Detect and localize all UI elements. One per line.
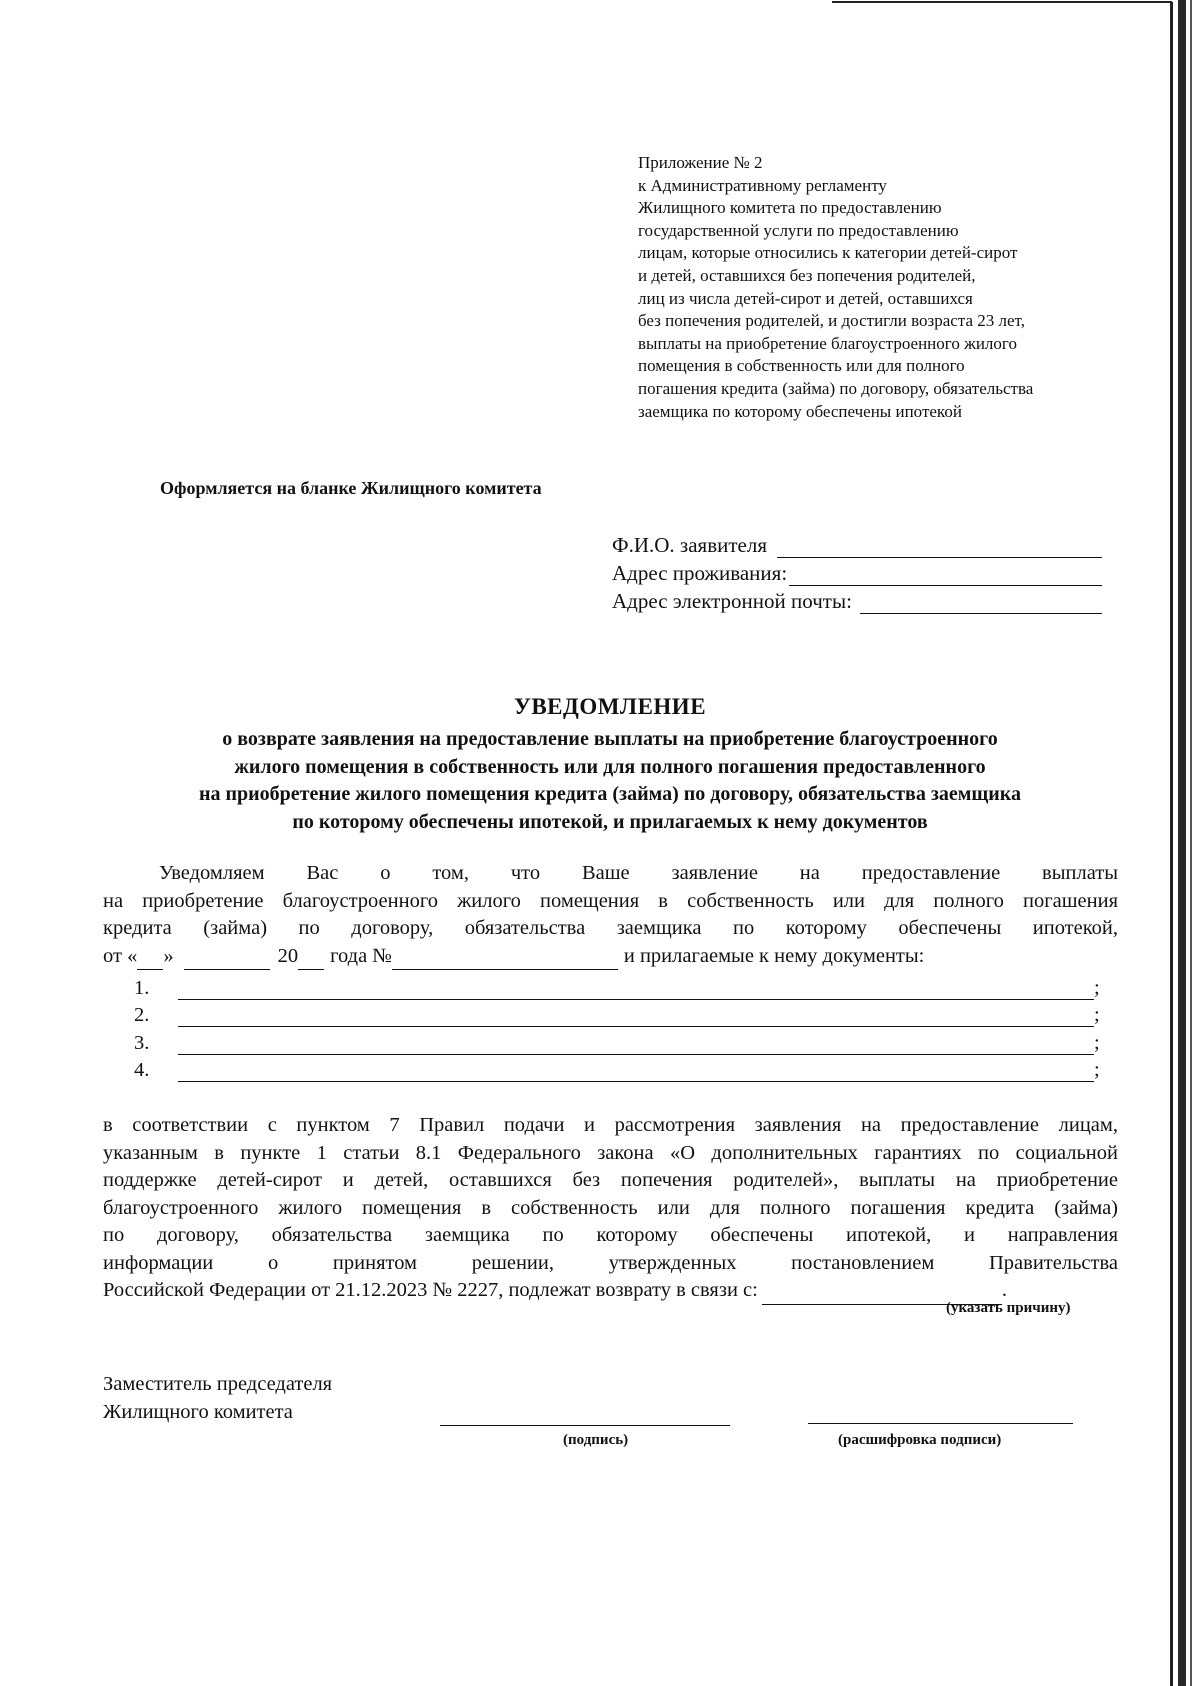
annex-line: помещения в собственность или для полного — [638, 356, 965, 376]
signatory-line: Заместитель председателя — [103, 1373, 333, 1395]
list-item — [134, 972, 1104, 1000]
date-prefix: от « — [103, 944, 138, 967]
application-number-field[interactable] — [392, 951, 618, 970]
application-date-line — [103, 943, 1118, 971]
paragraph-end: . — [1001, 1279, 1007, 1301]
annex-line: Жилищного комитета по предоставлению — [638, 198, 942, 218]
document-field[interactable] — [178, 980, 1094, 1000]
annex-line: без попечения родителей, и достигли возраста 23 лет, — [638, 311, 1025, 331]
document-field[interactable] — [178, 1062, 1094, 1082]
signature-decode-field[interactable] — [808, 1423, 1073, 1424]
paragraph-line: по договору, обязательства заемщика по которому обеспечены ипотекой, и направления — [103, 1224, 1118, 1246]
applicant-address-row — [612, 558, 1102, 586]
paragraph-line: Российской Федерации от 21.12.2023 № 2227, подлежат возврату в связи с: — [103, 1279, 758, 1301]
year-field[interactable] — [298, 951, 324, 970]
list-item — [134, 1027, 1104, 1055]
signatory-title — [103, 1370, 332, 1426]
signature-decode-caption: (расшифровка подписи) — [838, 1432, 1002, 1448]
documents-list — [134, 972, 1104, 1082]
annex-line: к Административному регламенту — [638, 175, 887, 195]
number-label: года № — [330, 944, 392, 967]
applicant-fio-row — [612, 530, 1102, 558]
applicant-email-field[interactable] — [860, 593, 1102, 614]
list-item — [134, 1000, 1104, 1028]
year-prefix: 20 — [277, 944, 299, 967]
date-quote-close: » — [163, 944, 174, 967]
annex-header — [638, 152, 1158, 423]
list-item-number: 1. — [134, 976, 150, 999]
scan-edge-right-outer — [1190, 0, 1192, 1686]
scan-edge-right-shadow — [1178, 0, 1186, 1686]
signature-caption: (подпись) — [563, 1432, 629, 1448]
applicant-fio-field[interactable] — [777, 537, 1102, 558]
paragraph-line: указанным в пункте 1 статьи 8.1 Федерального закона «О дополнительных гарантиях по социальной — [103, 1141, 1118, 1164]
signature-field[interactable] — [440, 1425, 730, 1426]
applicant-block — [612, 530, 1102, 614]
subtitle-line: по которому обеспечены ипотекой, и прилагаемых к нему документов — [292, 810, 928, 833]
paragraph-line: в соответствии с пунктом 7 Правил подачи и рассмотрения заявления на предоставление лицам, — [103, 1114, 1118, 1136]
month-field[interactable] — [184, 951, 270, 970]
subtitle-line: на приобретение жилого помещения кредита (займа) по договору, обязательства заемщика — [198, 783, 1021, 805]
applicant-address-label: Адрес проживания: — [612, 561, 788, 585]
list-item — [134, 1055, 1104, 1083]
blank-note: Оформляется на бланке Жилищного комитета — [160, 478, 542, 498]
applicant-fio-label: Ф.И.О. заявителя — [612, 533, 767, 557]
annex-line: заемщика по которому обеспечены ипотекой — [638, 401, 962, 421]
document-subtitle — [100, 726, 1120, 836]
list-item-end: ; — [1094, 1059, 1100, 1081]
subtitle-line: жилого помещения в собственность или для полного погашения предоставленного — [234, 755, 986, 778]
annex-line: государственной услуги по предоставлению — [638, 220, 959, 240]
paragraph-line: поддержке детей-сирот и детей, оставшихся без попечения родителей», выплаты на приобретение — [103, 1169, 1118, 1191]
legal-basis-paragraph — [103, 1112, 1118, 1305]
paragraph-line: благоустроенного жилого помещения в собственность или для полного погашения кредита (займа) — [103, 1196, 1118, 1219]
annex-line: выплаты на приобретение благоустроенного жилого — [638, 333, 1017, 353]
applicant-address-field[interactable] — [789, 565, 1102, 586]
list-item-number: 4. — [134, 1059, 150, 1081]
list-item-number: 3. — [134, 1031, 150, 1054]
paragraph-line: кредита (займа) по договору, обязательства заемщика по которому обеспечены ипотекой, — [103, 917, 1118, 939]
annex-line: и детей, оставшихся без попечения родителей, — [638, 265, 976, 285]
documents-tail: и прилагаемые к нему документы: — [623, 944, 925, 967]
list-item-number: 2. — [134, 1004, 150, 1026]
applicant-email-label: Адрес электронной почты: — [612, 589, 852, 613]
document-title: УВЕДОМЛЕНИЕ — [513, 694, 707, 719]
day-field[interactable] — [137, 951, 163, 970]
list-item-end: ; — [1094, 976, 1100, 999]
annex-line: лиц из числа детей-сирот и детей, оставшихся — [638, 288, 973, 308]
notice-paragraph — [103, 860, 1118, 970]
paragraph-line: информации о принятом решении, утвержденных постановлением Правительства — [103, 1251, 1118, 1274]
paragraph-line: Уведомляем Вас о том, что Ваше заявление на предоставление выплаты — [159, 862, 1118, 884]
annex-line: погашения кредита (займа) по договору, обязательства — [638, 378, 1034, 398]
reason-caption: (указать причину) — [946, 1300, 1071, 1316]
document-field[interactable] — [178, 1007, 1094, 1027]
annex-line: Приложение № 2 — [638, 153, 763, 172]
paragraph-line: на приобретение благоустроенного жилого помещения в собственность или для полного погашения — [103, 889, 1118, 912]
applicant-email-row — [612, 586, 1102, 614]
subtitle-line: о возврате заявления на предоставление выплаты на приобретение благоустроенного — [222, 728, 998, 750]
signatory-line: Жилищного комитета — [103, 1401, 293, 1423]
document-field[interactable] — [178, 1035, 1094, 1055]
scan-edge-right — [1170, 2, 1173, 1686]
annex-line: лицам, которые относились к категории детей-сирот — [638, 243, 1018, 263]
scan-edge-top — [832, 1, 1172, 3]
list-item-end: ; — [1094, 1004, 1100, 1026]
list-item-end: ; — [1094, 1031, 1100, 1054]
